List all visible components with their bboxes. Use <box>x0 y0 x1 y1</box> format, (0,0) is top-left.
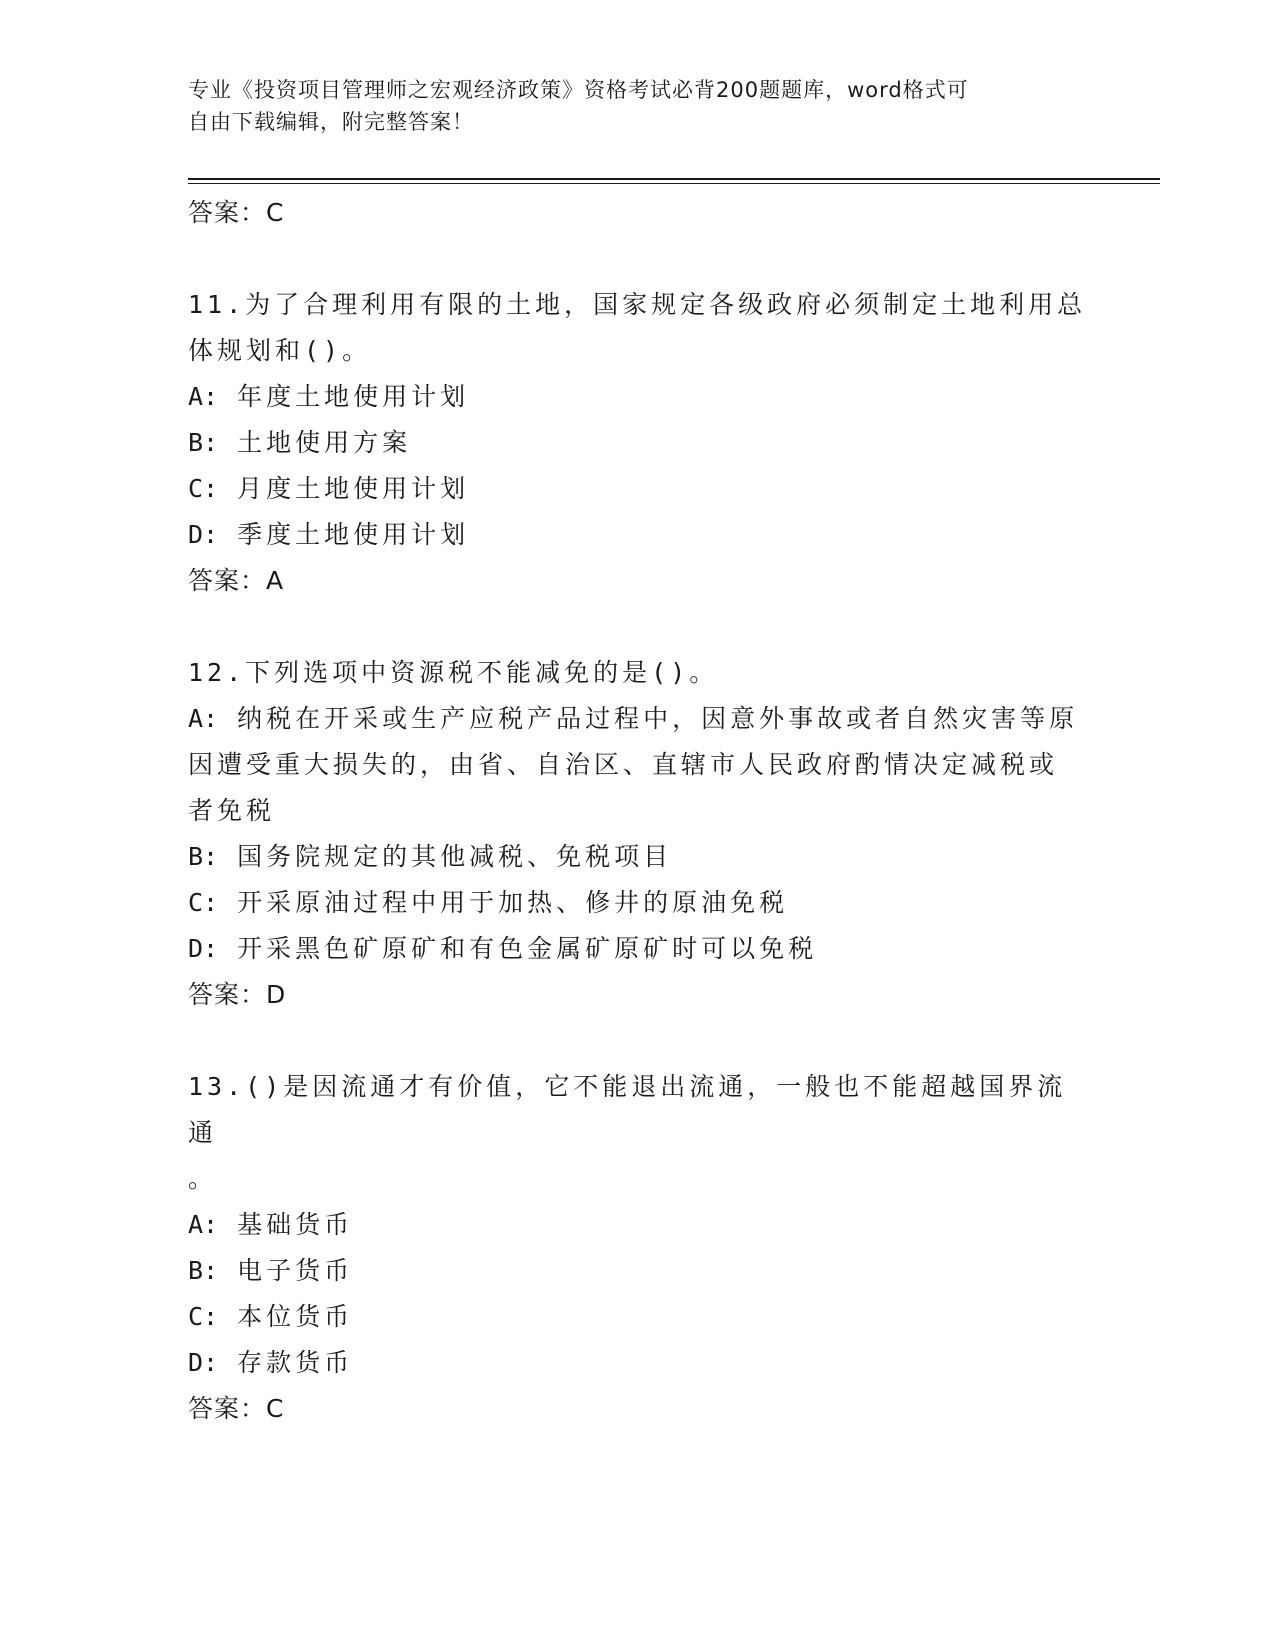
header-line-2: 自由下载编辑，附完整答案！ <box>188 110 474 134</box>
option-label: D: <box>188 1348 219 1377</box>
option-text: 本位货币 <box>237 1302 354 1331</box>
option-text: 电子货币 <box>237 1256 354 1285</box>
option-text: 存款货币 <box>237 1348 354 1377</box>
option-c <box>188 880 1088 926</box>
answer-line: 答案：C <box>188 1394 285 1423</box>
option-text: 纳税在开采或生产应税产品过程中，因意外事故或者自然灾害等原 <box>237 704 1079 733</box>
option-text: 年度土地使用计划 <box>237 382 470 411</box>
option-d <box>188 1340 1088 1386</box>
option-a-continued: 因遭受重大损失的，由省、自治区、直辖市人民政府酌情决定减税或 <box>188 750 1059 779</box>
option-a <box>188 696 1088 742</box>
option-text: 月度土地使用计划 <box>237 474 470 503</box>
header-rule-thin <box>188 183 1160 184</box>
option-label: A: <box>188 1210 219 1239</box>
option-label: C: <box>188 474 219 503</box>
header-line-1: 专业《投资项目管理师之宏观经济政策》资格考试必背200题题库，word格式可 <box>188 78 969 102</box>
document-header <box>188 74 1088 138</box>
option-d <box>188 512 1088 558</box>
option-text: 开采黑色矿原矿和有色金属矿原矿时可以免税 <box>237 934 818 963</box>
option-label: D: <box>188 934 219 963</box>
answer-line: 答案：C <box>188 198 285 227</box>
option-d <box>188 926 1088 972</box>
option-b <box>188 1248 1088 1294</box>
option-label: B: <box>188 428 219 457</box>
question-text: 11.为了合理利用有限的土地，国家规定各级政府必须制定土地利用总 <box>188 290 1087 319</box>
option-text: 国务院规定的其他减税、免税项目 <box>237 842 673 871</box>
option-a <box>188 374 1088 420</box>
option-label: B: <box>188 1256 219 1285</box>
question-text: 体规划和()。 <box>188 336 372 365</box>
answer-line: 答案：D <box>188 980 287 1009</box>
option-label: C: <box>188 888 219 917</box>
option-label: A: <box>188 382 219 411</box>
option-b <box>188 420 1088 466</box>
option-c <box>188 1294 1088 1340</box>
question-13 <box>188 1064 1088 1432</box>
option-label: A: <box>188 704 219 733</box>
question-text: 。 <box>188 1164 218 1193</box>
option-text: 季度土地使用计划 <box>237 520 470 549</box>
question-12 <box>188 650 1088 1018</box>
header-rule-thick <box>188 178 1160 180</box>
option-text: 开采原油过程中用于加热、修井的原油免税 <box>237 888 789 917</box>
option-text: 基础货币 <box>237 1210 354 1239</box>
question-11 <box>188 282 1088 604</box>
option-label: C: <box>188 1302 219 1331</box>
option-a <box>188 1202 1088 1248</box>
option-c <box>188 466 1088 512</box>
option-label: B: <box>188 842 219 871</box>
question-list <box>188 190 1088 1432</box>
question-text: 13.()是因流通才有价值，它不能退出流通，一般也不能超越国界流通 <box>188 1072 1067 1147</box>
option-a-continued: 者免税 <box>188 796 276 825</box>
question-text: 12.下列选项中资源税不能减免的是()。 <box>188 658 719 687</box>
option-label: D: <box>188 520 219 549</box>
answer-line: 答案：A <box>188 566 285 595</box>
option-text: 土地使用方案 <box>237 428 412 457</box>
option-b <box>188 834 1088 880</box>
